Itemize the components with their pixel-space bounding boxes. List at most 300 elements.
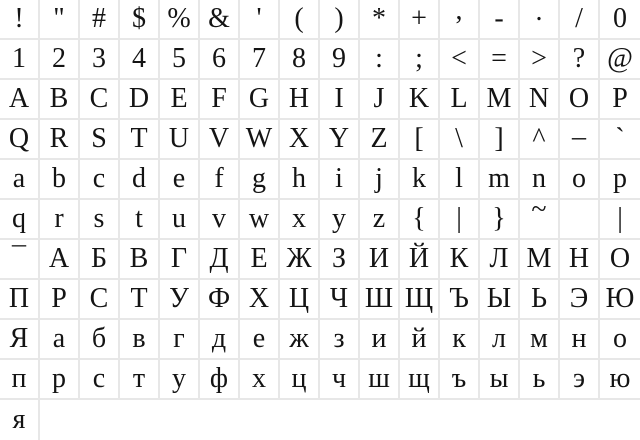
glyph: {	[412, 203, 426, 234]
glyph-cell[interactable]	[400, 40, 440, 80]
glyph-cell[interactable]	[520, 360, 560, 400]
glyph: i	[335, 163, 343, 194]
glyph: ы	[489, 363, 509, 394]
glyph: :	[375, 43, 383, 74]
glyph-cell[interactable]	[40, 40, 80, 80]
glyph-cell[interactable]	[320, 160, 360, 200]
glyph: Н	[568, 243, 590, 274]
glyph: d	[132, 163, 146, 194]
glyph: l	[455, 163, 463, 194]
glyph-cell[interactable]	[0, 40, 40, 80]
glyph: Э	[569, 283, 589, 314]
glyph-cell[interactable]	[600, 200, 640, 240]
glyph-cell[interactable]	[480, 160, 520, 200]
glyph-cell[interactable]	[440, 200, 480, 240]
glyph-cell[interactable]	[280, 280, 320, 320]
glyph-cell[interactable]	[600, 0, 640, 40]
glyph: `	[615, 123, 625, 154]
glyph: д	[211, 323, 227, 354]
glyph-cell[interactable]	[560, 320, 600, 360]
glyph-cell[interactable]	[600, 360, 640, 400]
glyph-cell[interactable]	[320, 40, 360, 80]
glyph-cell[interactable]	[280, 160, 320, 200]
glyph-cell[interactable]	[560, 240, 600, 280]
glyph: =	[491, 43, 507, 74]
glyph-cell[interactable]	[240, 80, 280, 120]
glyph: !	[14, 3, 24, 34]
glyph: У	[169, 283, 189, 314]
glyph: v	[212, 203, 226, 234]
glyph-cell[interactable]	[40, 160, 80, 200]
glyph: 9	[332, 43, 346, 74]
empty-cell	[360, 400, 400, 440]
glyph-cell[interactable]	[80, 80, 120, 120]
glyph-cell[interactable]	[280, 0, 320, 40]
glyph-cell[interactable]	[320, 280, 360, 320]
glyph: -	[494, 3, 504, 34]
glyph-cell[interactable]	[160, 280, 200, 320]
glyph: Т	[130, 283, 148, 314]
glyph: ж	[289, 323, 309, 354]
glyph-cell[interactable]	[440, 80, 480, 120]
glyph: Q	[8, 123, 30, 154]
glyph: T	[130, 123, 148, 154]
glyph: D	[128, 83, 150, 114]
glyph: ;	[415, 43, 423, 74]
glyph: Ъ	[449, 283, 469, 314]
glyph: h	[292, 163, 306, 194]
glyph-cell[interactable]	[0, 240, 40, 280]
glyph: u	[172, 203, 186, 234]
glyph: ,	[455, 0, 463, 26]
glyph-cell[interactable]	[80, 280, 120, 320]
glyph-cell[interactable]	[520, 280, 560, 320]
glyph: Ф	[207, 283, 231, 314]
empty-cell	[440, 400, 480, 440]
glyph-cell[interactable]	[200, 120, 240, 160]
glyph-cell[interactable]	[400, 360, 440, 400]
glyph: _	[572, 112, 586, 143]
glyph: к	[452, 323, 466, 354]
glyph-cell[interactable]	[400, 160, 440, 200]
glyph: b	[52, 163, 66, 194]
glyph: в	[132, 323, 146, 354]
glyph-cell[interactable]	[400, 280, 440, 320]
glyph: л	[492, 323, 506, 354]
glyph: V	[208, 123, 230, 154]
glyph-cell[interactable]	[0, 80, 40, 120]
glyph-cell[interactable]	[360, 40, 400, 80]
glyph-cell[interactable]	[40, 240, 80, 280]
glyph-cell[interactable]	[40, 80, 80, 120]
glyph-cell[interactable]	[160, 360, 200, 400]
glyph-cell[interactable]	[0, 400, 40, 440]
glyph-cell[interactable]	[240, 160, 280, 200]
glyph: S	[91, 123, 107, 154]
glyph: x	[292, 203, 306, 234]
glyph: Х	[248, 283, 270, 314]
glyph: G	[248, 83, 270, 114]
glyph-cell[interactable]	[520, 194, 560, 240]
glyph: С	[89, 283, 109, 314]
glyph: y	[332, 203, 346, 234]
glyph-cell[interactable]	[160, 80, 200, 120]
glyph-cell[interactable]	[360, 240, 400, 280]
glyph: 6	[212, 43, 226, 74]
glyph: X	[288, 123, 310, 154]
glyph-cell[interactable]	[480, 40, 520, 80]
glyph-cell[interactable]	[120, 80, 160, 120]
glyph: |	[617, 203, 623, 234]
glyph-cell[interactable]	[80, 320, 120, 360]
glyph-cell[interactable]	[320, 320, 360, 360]
glyph: [	[414, 123, 424, 154]
glyph-cell[interactable]	[0, 320, 40, 360]
glyph-cell[interactable]	[600, 320, 640, 360]
glyph: й	[411, 323, 427, 354]
empty-cell	[160, 400, 200, 440]
glyph-cell[interactable]	[80, 0, 120, 40]
glyph: 1	[12, 43, 26, 74]
glyph: Ш	[364, 283, 394, 314]
glyph-cell[interactable]	[360, 360, 400, 400]
glyph: г	[173, 323, 185, 354]
glyph: щ	[408, 363, 430, 394]
glyph-cell[interactable]	[120, 160, 160, 200]
glyph-cell[interactable]	[480, 120, 520, 160]
glyph-cell[interactable]	[200, 280, 240, 320]
glyph: F	[211, 83, 227, 114]
glyph-cell[interactable]	[320, 120, 360, 160]
glyph-cell[interactable]	[480, 0, 520, 40]
glyph: &	[208, 3, 230, 34]
glyph: ь	[532, 363, 546, 394]
glyph-cell[interactable]	[0, 200, 40, 240]
glyph-cell[interactable]	[560, 280, 600, 320]
glyph-cell[interactable]	[560, 112, 600, 160]
glyph-cell[interactable]	[160, 40, 200, 80]
glyph-cell[interactable]	[280, 240, 320, 280]
glyph-cell[interactable]	[40, 120, 80, 160]
glyph-cell[interactable]	[400, 120, 440, 160]
glyph-cell[interactable]	[320, 360, 360, 400]
glyph: %	[167, 3, 191, 34]
glyph-cell[interactable]	[120, 240, 160, 280]
glyph-cell[interactable]	[200, 40, 240, 80]
glyph-cell[interactable]	[200, 320, 240, 360]
empty-cell	[80, 400, 120, 440]
glyph: ф	[209, 363, 229, 394]
glyph-cell[interactable]	[160, 240, 200, 280]
glyph: с	[92, 363, 106, 394]
glyph-cell[interactable]	[240, 280, 280, 320]
glyph-cell[interactable]	[160, 0, 200, 40]
empty-cell	[480, 400, 520, 440]
glyph-cell[interactable]	[400, 320, 440, 360]
glyph: |	[456, 203, 462, 234]
glyph-cell[interactable]	[400, 240, 440, 280]
glyph-cell[interactable]	[520, 40, 560, 80]
glyph-cell[interactable]	[240, 0, 280, 40]
glyph-cell[interactable]	[120, 200, 160, 240]
glyph: s	[93, 203, 105, 234]
glyph-cell[interactable]	[360, 280, 400, 320]
glyph: *	[372, 3, 386, 34]
glyph-cell[interactable]	[240, 240, 280, 280]
glyph-cell[interactable]	[280, 320, 320, 360]
glyph-cell[interactable]	[480, 360, 520, 400]
glyph: $	[132, 3, 146, 34]
glyph: 0	[613, 3, 627, 34]
glyph: Z	[370, 123, 388, 154]
glyph-cell[interactable]	[440, 360, 480, 400]
glyph: M	[486, 83, 512, 114]
glyph-cell[interactable]	[360, 0, 400, 40]
glyph: E	[170, 83, 188, 114]
glyph-cell[interactable]	[200, 80, 240, 120]
glyph: o	[572, 163, 586, 194]
glyph-cell[interactable]	[400, 200, 440, 240]
glyph-cell[interactable]	[160, 200, 200, 240]
glyph: C	[89, 83, 109, 114]
glyph-cell[interactable]	[40, 0, 80, 40]
glyph-cell[interactable]	[40, 360, 80, 400]
glyph: б	[91, 323, 107, 354]
glyph: ч	[331, 363, 347, 394]
glyph-cell[interactable]	[280, 360, 320, 400]
glyph: t	[135, 203, 143, 234]
glyph-cell[interactable]	[280, 40, 320, 80]
glyph-cell[interactable]	[560, 200, 600, 240]
glyph-cell[interactable]	[520, 120, 560, 160]
glyph: g	[252, 163, 266, 194]
glyph: H	[288, 83, 310, 114]
glyph-cell[interactable]	[80, 40, 120, 80]
glyph: о	[613, 323, 627, 354]
glyph-cell[interactable]	[120, 280, 160, 320]
glyph-cell[interactable]	[520, 320, 560, 360]
glyph-cell[interactable]	[160, 320, 200, 360]
glyph: ц	[291, 363, 307, 394]
glyph: c	[92, 163, 106, 194]
glyph-cell[interactable]	[320, 200, 360, 240]
glyph: Ц	[288, 283, 310, 314]
glyph: '	[256, 3, 262, 34]
empty-cell	[40, 400, 80, 440]
glyph: з	[333, 323, 345, 354]
glyph-cell[interactable]	[320, 80, 360, 120]
glyph: Ы	[486, 283, 512, 314]
glyph-cell[interactable]	[360, 320, 400, 360]
glyph-cell[interactable]	[120, 320, 160, 360]
glyph-cell[interactable]	[120, 0, 160, 40]
glyph: r	[54, 203, 64, 234]
glyph-cell[interactable]	[400, 0, 440, 40]
empty-cell	[600, 400, 640, 440]
glyph: J	[373, 83, 385, 114]
glyph-cell[interactable]	[280, 80, 320, 120]
glyph-cell[interactable]	[440, 0, 480, 40]
glyph: @	[607, 43, 633, 74]
glyph-cell[interactable]	[240, 360, 280, 400]
glyph-cell[interactable]	[520, 0, 560, 40]
glyph-cell[interactable]	[440, 280, 480, 320]
glyph-cell[interactable]	[80, 120, 120, 160]
glyph-cell[interactable]	[120, 120, 160, 160]
empty-cell	[520, 400, 560, 440]
glyph-cell[interactable]	[480, 200, 520, 240]
glyph-cell[interactable]	[0, 120, 40, 160]
glyph: 5	[172, 43, 186, 74]
glyph: ^	[532, 123, 546, 154]
glyph-cell[interactable]	[440, 320, 480, 360]
glyph-cell[interactable]	[360, 120, 400, 160]
glyph-cell[interactable]	[360, 80, 400, 120]
glyph-cell[interactable]	[200, 200, 240, 240]
glyph: В	[129, 243, 149, 274]
glyph: х	[252, 363, 266, 394]
glyph-cell[interactable]	[400, 80, 440, 120]
glyph-cell[interactable]	[0, 0, 40, 40]
glyph-cell[interactable]	[0, 360, 40, 400]
glyph-cell[interactable]	[520, 240, 560, 280]
glyph: Ж	[286, 243, 312, 274]
glyph-cell[interactable]	[440, 120, 480, 160]
glyph: .	[535, 0, 543, 27]
glyph-cell[interactable]	[600, 120, 640, 160]
glyph: m	[488, 163, 510, 194]
glyph: М	[526, 243, 552, 274]
glyph-cell[interactable]	[480, 320, 520, 360]
glyph: j	[375, 163, 383, 194]
glyph-cell[interactable]	[560, 160, 600, 200]
glyph-cell[interactable]	[40, 320, 80, 360]
glyph-cell[interactable]	[480, 280, 520, 320]
glyph: e	[172, 163, 186, 194]
glyph-cell[interactable]	[200, 160, 240, 200]
glyph: ]	[494, 123, 504, 154]
glyph: Ь	[530, 283, 548, 314]
glyph-cell[interactable]	[360, 200, 400, 240]
glyph: N	[528, 83, 550, 114]
glyph-cell[interactable]	[0, 280, 40, 320]
glyph: ш	[368, 363, 390, 394]
glyph: /	[575, 3, 583, 34]
glyph-cell[interactable]	[240, 120, 280, 160]
glyph-cell[interactable]	[40, 280, 80, 320]
glyph: Y	[328, 123, 350, 154]
empty-cell	[120, 400, 160, 440]
glyph-cell[interactable]	[0, 160, 40, 200]
glyph-cell[interactable]	[560, 40, 600, 80]
glyph-cell[interactable]	[240, 320, 280, 360]
glyph: (	[294, 3, 304, 34]
glyph-cell[interactable]	[440, 160, 480, 200]
glyph-cell[interactable]	[560, 360, 600, 400]
glyph: K	[408, 83, 430, 114]
glyph-cell[interactable]	[600, 280, 640, 320]
glyph-cell[interactable]	[320, 240, 360, 280]
glyph: q	[12, 203, 26, 234]
glyph-cell[interactable]	[200, 240, 240, 280]
glyph: #	[92, 3, 106, 34]
glyph-cell[interactable]	[320, 0, 360, 40]
glyph: у	[172, 363, 186, 394]
glyph-cell[interactable]	[200, 360, 240, 400]
glyph: \	[455, 123, 463, 154]
glyph-cell[interactable]	[80, 160, 120, 200]
glyph-cell[interactable]	[40, 200, 80, 240]
glyph: w	[248, 203, 270, 234]
glyph-cell[interactable]	[600, 160, 640, 200]
glyph: и	[371, 323, 387, 354]
glyph: W	[245, 123, 273, 154]
glyph: З	[331, 243, 347, 274]
glyph: Щ	[404, 283, 434, 314]
glyph-cell[interactable]	[160, 160, 200, 200]
glyph: Л	[489, 243, 509, 274]
glyph-cell[interactable]	[240, 40, 280, 80]
glyph-cell[interactable]	[120, 40, 160, 80]
glyph-cell[interactable]	[240, 200, 280, 240]
glyph: a	[12, 163, 26, 194]
glyph-cell[interactable]	[80, 240, 120, 280]
glyph: п	[11, 363, 27, 394]
glyph-cell[interactable]	[160, 120, 200, 160]
glyph-cell[interactable]	[280, 120, 320, 160]
glyph: "	[53, 3, 65, 34]
glyph: U	[168, 123, 190, 154]
glyph-cell[interactable]	[80, 360, 120, 400]
glyph: Й	[408, 243, 430, 274]
glyph-cell[interactable]	[80, 200, 120, 240]
glyph: ъ	[451, 363, 467, 394]
glyph-cell[interactable]	[520, 80, 560, 120]
glyph-cell[interactable]	[480, 240, 520, 280]
glyph: A	[8, 83, 30, 114]
glyph: 2	[52, 43, 66, 74]
glyph: Я	[9, 323, 29, 354]
glyph-cell[interactable]	[480, 80, 520, 120]
glyph-cell[interactable]	[560, 0, 600, 40]
glyph-cell[interactable]	[600, 80, 640, 120]
glyph: ?	[572, 43, 586, 74]
glyph-cell[interactable]	[600, 40, 640, 80]
glyph: <	[451, 43, 467, 74]
glyph: Р	[51, 283, 67, 314]
glyph: Ю	[605, 283, 635, 314]
glyph: Д	[209, 243, 229, 274]
glyph-cell[interactable]	[600, 240, 640, 280]
glyph: 7	[252, 43, 266, 74]
glyph-cell[interactable]	[360, 160, 400, 200]
glyph-cell[interactable]	[280, 200, 320, 240]
glyph-cell[interactable]	[440, 40, 480, 80]
glyph: z	[372, 203, 386, 234]
glyph: Ч	[329, 283, 349, 314]
glyph: ~	[531, 194, 547, 225]
glyph: 3	[92, 43, 106, 74]
glyph-cell[interactable]	[120, 360, 160, 400]
glyph-cell[interactable]	[200, 0, 240, 40]
glyph: А	[48, 243, 70, 274]
glyph: ю	[609, 363, 631, 394]
glyph: 8	[292, 43, 306, 74]
glyph-cell[interactable]	[440, 240, 480, 280]
glyph: ¯	[12, 243, 26, 274]
glyph: Г	[170, 243, 188, 274]
glyph: э	[572, 363, 586, 394]
